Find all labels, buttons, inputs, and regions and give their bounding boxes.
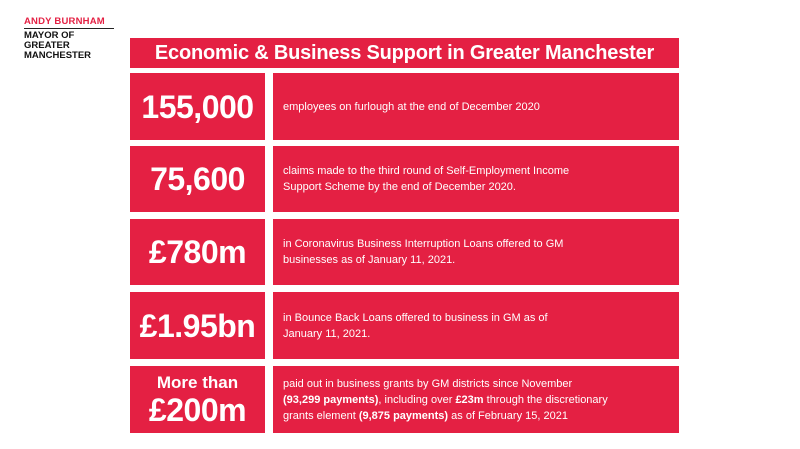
- stat-description-box: [273, 292, 679, 359]
- desc-bold: £23m: [455, 393, 484, 406]
- logo-name: ANDY BURNHAM: [24, 16, 105, 27]
- stat-row-furlough: [130, 73, 679, 140]
- stat-description-box: [273, 366, 679, 433]
- desc-bold: (9,875 payments): [358, 409, 449, 422]
- stat-row-self-employment: [130, 146, 679, 212]
- mayor-logo: [24, 17, 120, 61]
- stat-description-line: claims made to the third round of Self-Employment Income: [283, 165, 570, 177]
- stat-description-line: January 11, 2021.: [283, 327, 371, 340]
- stat-description-line: Support Scheme by the end of December 2020.: [283, 181, 516, 193]
- stat-description-box: [273, 219, 679, 285]
- desc-text: through the discretionary: [483, 393, 608, 406]
- stat-value-box: [130, 219, 265, 285]
- stat-description-line: in Coronavirus Business Interruption Loans offered to GM: [283, 238, 564, 250]
- stat-description-line: [283, 392, 608, 408]
- stat-value: £1.95bn: [139, 307, 256, 344]
- stat-description: [283, 236, 563, 268]
- stat-description: employees on furlough at the end of December 2020: [283, 100, 540, 113]
- stat-description: [283, 310, 548, 342]
- stat-description-line: businesses as of January 11, 2021.: [283, 254, 456, 266]
- stat-row-grants: [130, 366, 679, 433]
- stat-description-line: in Bounce Back Loans offered to business in GM as of: [283, 311, 548, 324]
- page-title: Economic & Business Support in Greater Manchester: [130, 38, 679, 68]
- stat-description-box: [273, 146, 679, 212]
- stat-description: [283, 376, 608, 424]
- stat-description-line: [283, 376, 608, 392]
- stat-row-bounce-back: [130, 292, 679, 359]
- desc-bold: (93,299 payments): [283, 393, 379, 406]
- stat-description-box: [273, 73, 679, 140]
- logo-divider: [24, 28, 114, 29]
- stat-value: 75,600: [150, 161, 245, 197]
- desc-text: , including over: [378, 393, 456, 406]
- stat-value: £780m: [148, 234, 247, 270]
- stat-prefix: More than: [156, 372, 239, 392]
- stat-value-box: [130, 366, 265, 433]
- stat-description-line: [283, 408, 608, 424]
- stat-row-cbil: [130, 219, 679, 285]
- desc-text: grants element: [283, 409, 359, 422]
- desc-text: as of February 15, 2021: [448, 409, 568, 422]
- logo-line-3: MANCHESTER: [24, 50, 92, 61]
- stat-value: £200m: [148, 391, 247, 428]
- desc-text: paid out in business grants by GM districts since November: [283, 377, 573, 390]
- logo-line-2: GREATER: [24, 40, 70, 51]
- logo-line-1: MAYOR OF: [24, 30, 75, 41]
- stat-value-box: [130, 146, 265, 212]
- stat-value-box: [130, 73, 265, 140]
- stat-value: 155,000: [141, 88, 254, 125]
- stat-value-box: [130, 292, 265, 359]
- stat-description: [283, 163, 569, 195]
